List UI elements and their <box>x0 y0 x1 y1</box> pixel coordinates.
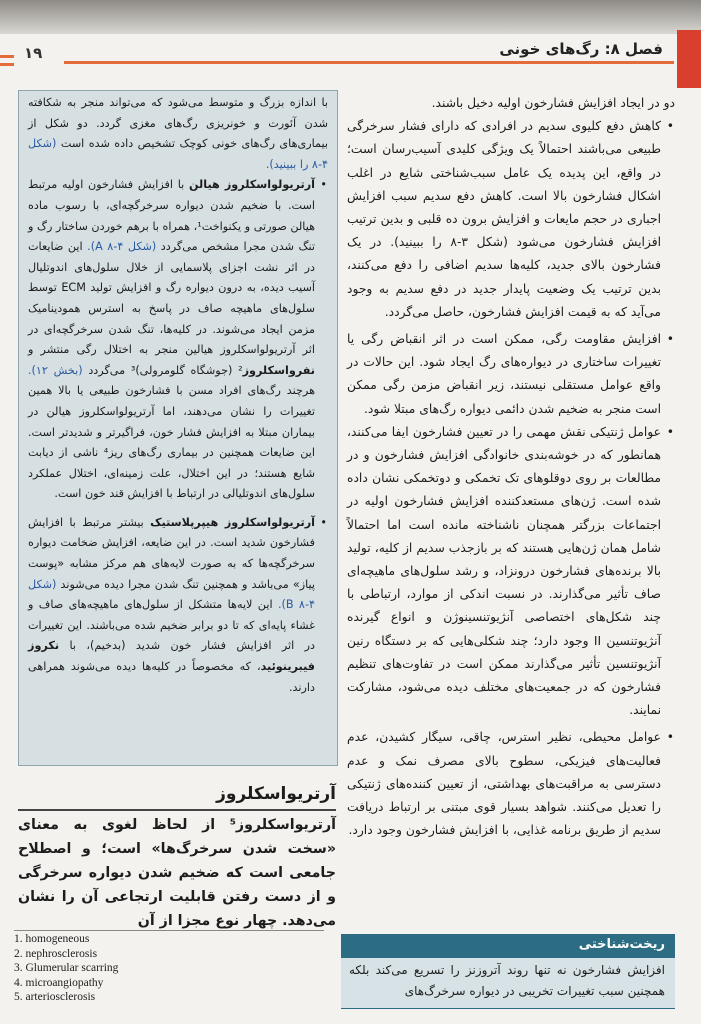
morphology-box-title: ریخت‌شناختی <box>578 937 665 952</box>
footnotes <box>14 932 324 1005</box>
header-rule <box>64 61 674 64</box>
footnote: 1. homogeneous <box>14 933 90 945</box>
term-bold: آرتریولواسکلروز هیالن <box>188 178 315 192</box>
list-item <box>28 513 315 698</box>
term-bold: نکروز فیبرینوئید <box>28 639 315 674</box>
list-item: • افزایش مقاومت رگی، ممکن است در اثر انقباض رگی یا تغییرات ساختاری در دیواره‌های رگ ایجاد شود. این حالات در واقع عوامل مستقلی نیستند، زیر انقباض مزمن رگی ممکن است منجر به ضخیم شدن دائمی دیواره رگ‌های مبتلا شود. <box>347 328 661 421</box>
text: ² (جوشگاه گلومرولی)³ می‌گردد <box>88 363 243 377</box>
right-column <box>347 92 675 843</box>
footnote: 2. nephrosclerosis <box>14 947 98 960</box>
chapter-title: فصل ۸: رگ‌های خونی <box>499 40 663 58</box>
text: هرچند رگ‌های افراد مسن با فشارخون طبیعی یا بالا همین تغییرات را نشان می‌دهند، اما آرتریولواسکلروز هیالن در بیماران مبتلا به افزایش فشار خون، فراگیرتر و شدیدتر است. این ضایعات همچنین در بیماری رگ‌های ریز⁴ ناشی از دیابت شایع هستند؛ در این اختلال، علت زمینه‌ای، اختلال عملکرد سلول‌های اندوتلیالی در ارتباط با افزایش قند خون است. <box>28 384 315 501</box>
header-accent-line <box>0 55 14 58</box>
section-title: آرتریواسکلروز <box>216 784 336 804</box>
text: ، که مخصوصاً در کلیه‌ها دیده می‌شوند همراهی دارند. <box>28 660 315 694</box>
footnote-rule <box>14 930 324 931</box>
morphology-box-header <box>341 934 675 958</box>
bullet-list <box>347 115 675 842</box>
list-item <box>28 175 315 505</box>
footnote: 5. arteriosclerosis <box>14 991 96 1004</box>
list-item: • عوامل محیطی، نظیر استرس، چاقی، سیگار کشیدن، عدم فعالیت‌های فیزیکی، سطوح بالای مصرف نمک و عدم دسترسی به مراقبت‌های بهداشتی، از تعیین کننده‌های ژنتیکی را تعدیل می‌کنند. شواهد بسیار قوی مبتنی بر ارتباط دریافت سدیم از طریق برنامه غذایی، با افزایش فشارخون وجود دارد. <box>347 726 661 842</box>
page-number: ۱۹ <box>24 44 43 62</box>
figure-reference: (شکل ۴-۸ A). <box>87 240 157 254</box>
text: بیشتر مرتبط با افزایش فشارخون شدید است. در این ضایعه، افزایش ضخامت دیواره سرخرگچه‌ها که به صورت لایه‌های هم مرکز مشابه «پوست پیاز» می‌باشد و همچنین تنگ شدن مجرا دیده می‌شوند <box>28 515 315 591</box>
highlight-box <box>18 90 338 766</box>
section-paragraph: آرتریواسکلروز⁵ از لحاظ لغوی به معنای «سخت شدن سرخرگ‌ها» است؛ و اصطلاح جامعی است که ضخیم شدن دیواره سرخرگی و از دست رفتن قابلیت ارتجاعی آن را نشان می‌دهد. چهار نوع مجزا از آن <box>18 817 336 929</box>
figure-reference: (بخش ۱۲). <box>28 363 83 377</box>
text: این ضایعات در اثر نشت اجزای پلاسمایی از خلال سلول‌های اندوتلیال آسیب دیده، به درون دیواره رگ و افزایش تولید ECM توسط سلول‌های ماهیچه صاف در پاسخ به استرس همودینامیک مزمن ایجاد می‌شوند. در کلیه‌ها، تنگ شدن سرخرگچه‌ای در اثر آرتریولواسکلروز هیالین منجر به اختلال رگی منتشر و <box>28 240 315 357</box>
text: با اندازه بزرگ و متوسط می‌شود که می‌تواند منجر به شکافته شدن آئورت و خونریزی رگ‌های مغزی گردد. دو شکل از بیماری‌های رگ‌های خونی کوچک تشخیص داده شده است <box>28 96 328 151</box>
header-accent-line <box>0 63 14 66</box>
section-rule <box>18 809 336 811</box>
page-top-shadow <box>0 0 701 34</box>
term-bold: آرتریولواسکلروز هیپرپلاستیک <box>150 515 315 529</box>
paragraph <box>28 93 328 175</box>
term-bold: نفرواسکلروز <box>242 363 315 377</box>
figure-reference: (شکل ۴-۸ را ببینید). <box>28 137 328 171</box>
list-item: • عوامل ژنتیکی نقش مهمی را در تعیین فشارخون ایفا می‌کنند، همانطور که در خوشه‌بندی خانوادگی افزایش فشارخون و در مطالعات بر روی دوقلوهای تک تخمکی و دوتخمکی نشان داده شده است. ژن‌های مستعدکننده افزایش فشارخون اولیه در اجتماعات بزرگتر همچنان ناشناخته مانده است اما احتمالاً شامل همان ژن‌هایی هستند که بر بازجذب سدیم از کلیه، تولید بالا برنده‌های فشارخون درونزاد، و رشد سلول‌های ماهیچه‌ای صاف تأثیر می‌گذارند. در نسبت اندکی از موارد، ارتباطی با چند شکل‌های اختصاصی آنژیوتنسینوژن و انواع گیرنده آنژیوتنسین II وجود دارد؛ چند شکلی‌هایی که بر دستگاه رنین آنژیوتنسین تأثیر می‌گذارند ممکن است در تفاوت‌های تنظیم فشارخون که در جمعیت‌های مختلف دیده می‌شود، مشارکت نمایند. <box>347 421 661 723</box>
text: این لایه‌ها متشکل از سلول‌های ماهیچه‌های صاف و غشاء پایه‌ای که تا دو برابر ضخیم شده می‌باشند. این تغییرات در اثر افزایش فشار خون شدید (بدخیم)، با <box>28 598 316 653</box>
paragraph: دو در ایجاد افزایش فشارخون اولیه دخیل باشند. <box>431 96 675 110</box>
morphology-box-text: افزایش فشارخون نه تنها روند آتروزنز را تسریع می‌کند بلکه همچنین سبب تغییرات تخریبی در دیواره سرخرگ‌های <box>349 963 665 998</box>
bullet-list <box>28 175 328 698</box>
highlight-box-content <box>28 93 328 698</box>
text: با افزایش فشارخون اولیه مرتبط است. با ضخیم شدن دیواره سرخرگچه‌ای، با رسوب ماده هیالن صورتی و یکنواخت¹، همراه با برهم خوردن ساختار رگ و تنگ شدن مجرا مشخص می‌گردد <box>28 178 316 254</box>
chapter-tab-marker <box>677 30 701 88</box>
list-item: • کاهش دفع کلیوی سدیم در افرادی که دارای فشار سرخرگی طبیعی می‌باشند احتمالاً یک ویژگی کلیدی آسیب‌رسان است؛ در واقع، این پدیده یک عامل سبب‌شناختی شایع در اغلب اشکال فشارخون بالا است. کاهش دفع سدیم سبب افزایش اجباری در حجم مایعات و افزایش برون ده قلبی و بدین ترتیب افزایش فشارخون می‌شود (شکل ۳-۸ را ببینید). در یک فشارخون بالای جدید، کلیه‌ها سدیم اضافی را دفع می‌کنند، بدین ترتیب یک وضعیت پایدار جدید در دفع سدیم به وجود می‌آید که به قیمت افزایش فشارخون، حاصل می‌گردد. <box>347 115 661 324</box>
morphology-box <box>341 958 675 1009</box>
figure-reference: (شکل ۴-۸ B). <box>28 577 315 612</box>
footnote: 4. microangiopathy <box>14 976 104 989</box>
footnote: 3. Glumerular scarring <box>14 962 119 975</box>
